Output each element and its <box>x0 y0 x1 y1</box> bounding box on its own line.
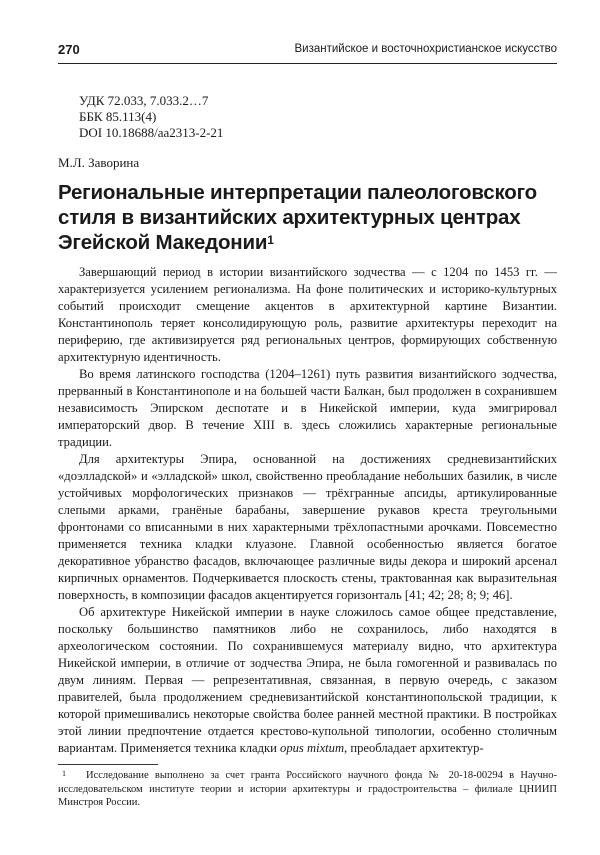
latin-term: opus mixtum <box>280 741 345 755</box>
paragraph: Завершающий период в истории византийского зодчества — с 1204 по 1453 гг. — характеризуется усилением регионализма. На фоне политических и историко-культурных событий происходит смещение акцентов в архитектурной картине Византии. Константинополь теряет консолидирующую роль, развитие архитектуры переходит на периферию, где активизируется ряд региональных центров, формирующих собственную архитектурную идентичность. <box>58 265 557 364</box>
title-footnote-mark: 1 <box>267 233 274 247</box>
bbk-code: ББК 85.113(4) <box>79 109 157 124</box>
footnote-text: Исследование выполнено за счет гранта Российского научного фонда № 20-18-00294 в Научно-исследовательском институте теории и истории архитектуры и градостроительства – филиале ЦНИИП Минстроя России. <box>58 770 557 808</box>
running-header <box>58 40 557 62</box>
footnote <box>58 769 557 810</box>
paragraph: Об архитектуре Никейской империи в науке сложилось самое общее представление, поскольку большинство памятников либо не сохранилось, либо находятся в археологическом состоянии. По сохранившемуся материалу видно, что архитектура Никейской империи, в отличие от зодчества Эпира, не была гомогенной и развивалась по двум линиям. Первая — репрезентативная, связанная, в первую очередь, с заказом правителей, была продолжением средневизантийской константинопольской традиции, к которой примешивались некоторые свойства более ранней местной практики. В постройках этой линии предпочтение отдается крестово-купольной типологии, особенно столичным вариантам. Применяется техника кладки opus mixtum, преобладает архитектур- <box>58 605 557 755</box>
paragraph: Во время латинского господства (1204–1261) путь развития византийского зодчества, прерванный в Константинополе и на большей части Балкан, был продолжен в сохранившем независимость Эпирском деспотате и в Никейской империи, куда эмигрировал императорский двор. В течение XIII в. здесь сложились характерные региональные традиции. <box>58 367 557 449</box>
paragraph: Для архитектуры Эпира, основанной на достижениях средневизантийских «доэлладской» и «элладской» школ, свойственно преобладание небольших базилик, в числе устойчивых морфологических признаков — трёхгранные апсиды, артикулированные слепыми арками, гранёные барабаны, завершение рукавов креста треугольными фронтонами со вписанными в них характерными трёхлопастными арочками. Повсеместно применяется техника кладки клуазоне. Главной особенностью является богатое декоративное убранство фасадов, включающее различные виды декора и широкий арсенал кирпичных орнаментов. Подчеркивается плоскость стены, трактованная как выразительная поверхность, в композиции фасадов акцентируется горизонталь [41; 42; 28; 8; 9; 46]. <box>58 452 557 602</box>
footnote-mark: 1 <box>62 769 66 778</box>
author-name: М.Л. Заворина <box>58 155 140 170</box>
classification-block <box>79 93 223 141</box>
header-rule <box>58 63 557 64</box>
journal-title: Византийское и восточнохристианское искусство <box>294 43 557 55</box>
footnote-rule <box>58 764 158 765</box>
udk-code: УДК 72.033, 7.033.2…7 <box>79 93 209 108</box>
page-number: 270 <box>58 42 80 57</box>
article-title-text: Региональные интерпретации палеологовского стиля в византийских архитектурных центрах Эгейской Македонии <box>58 181 537 254</box>
doi: DOI 10.18688/aa2313-2-21 <box>79 125 224 140</box>
article-body <box>58 264 557 757</box>
article-title <box>58 180 558 255</box>
